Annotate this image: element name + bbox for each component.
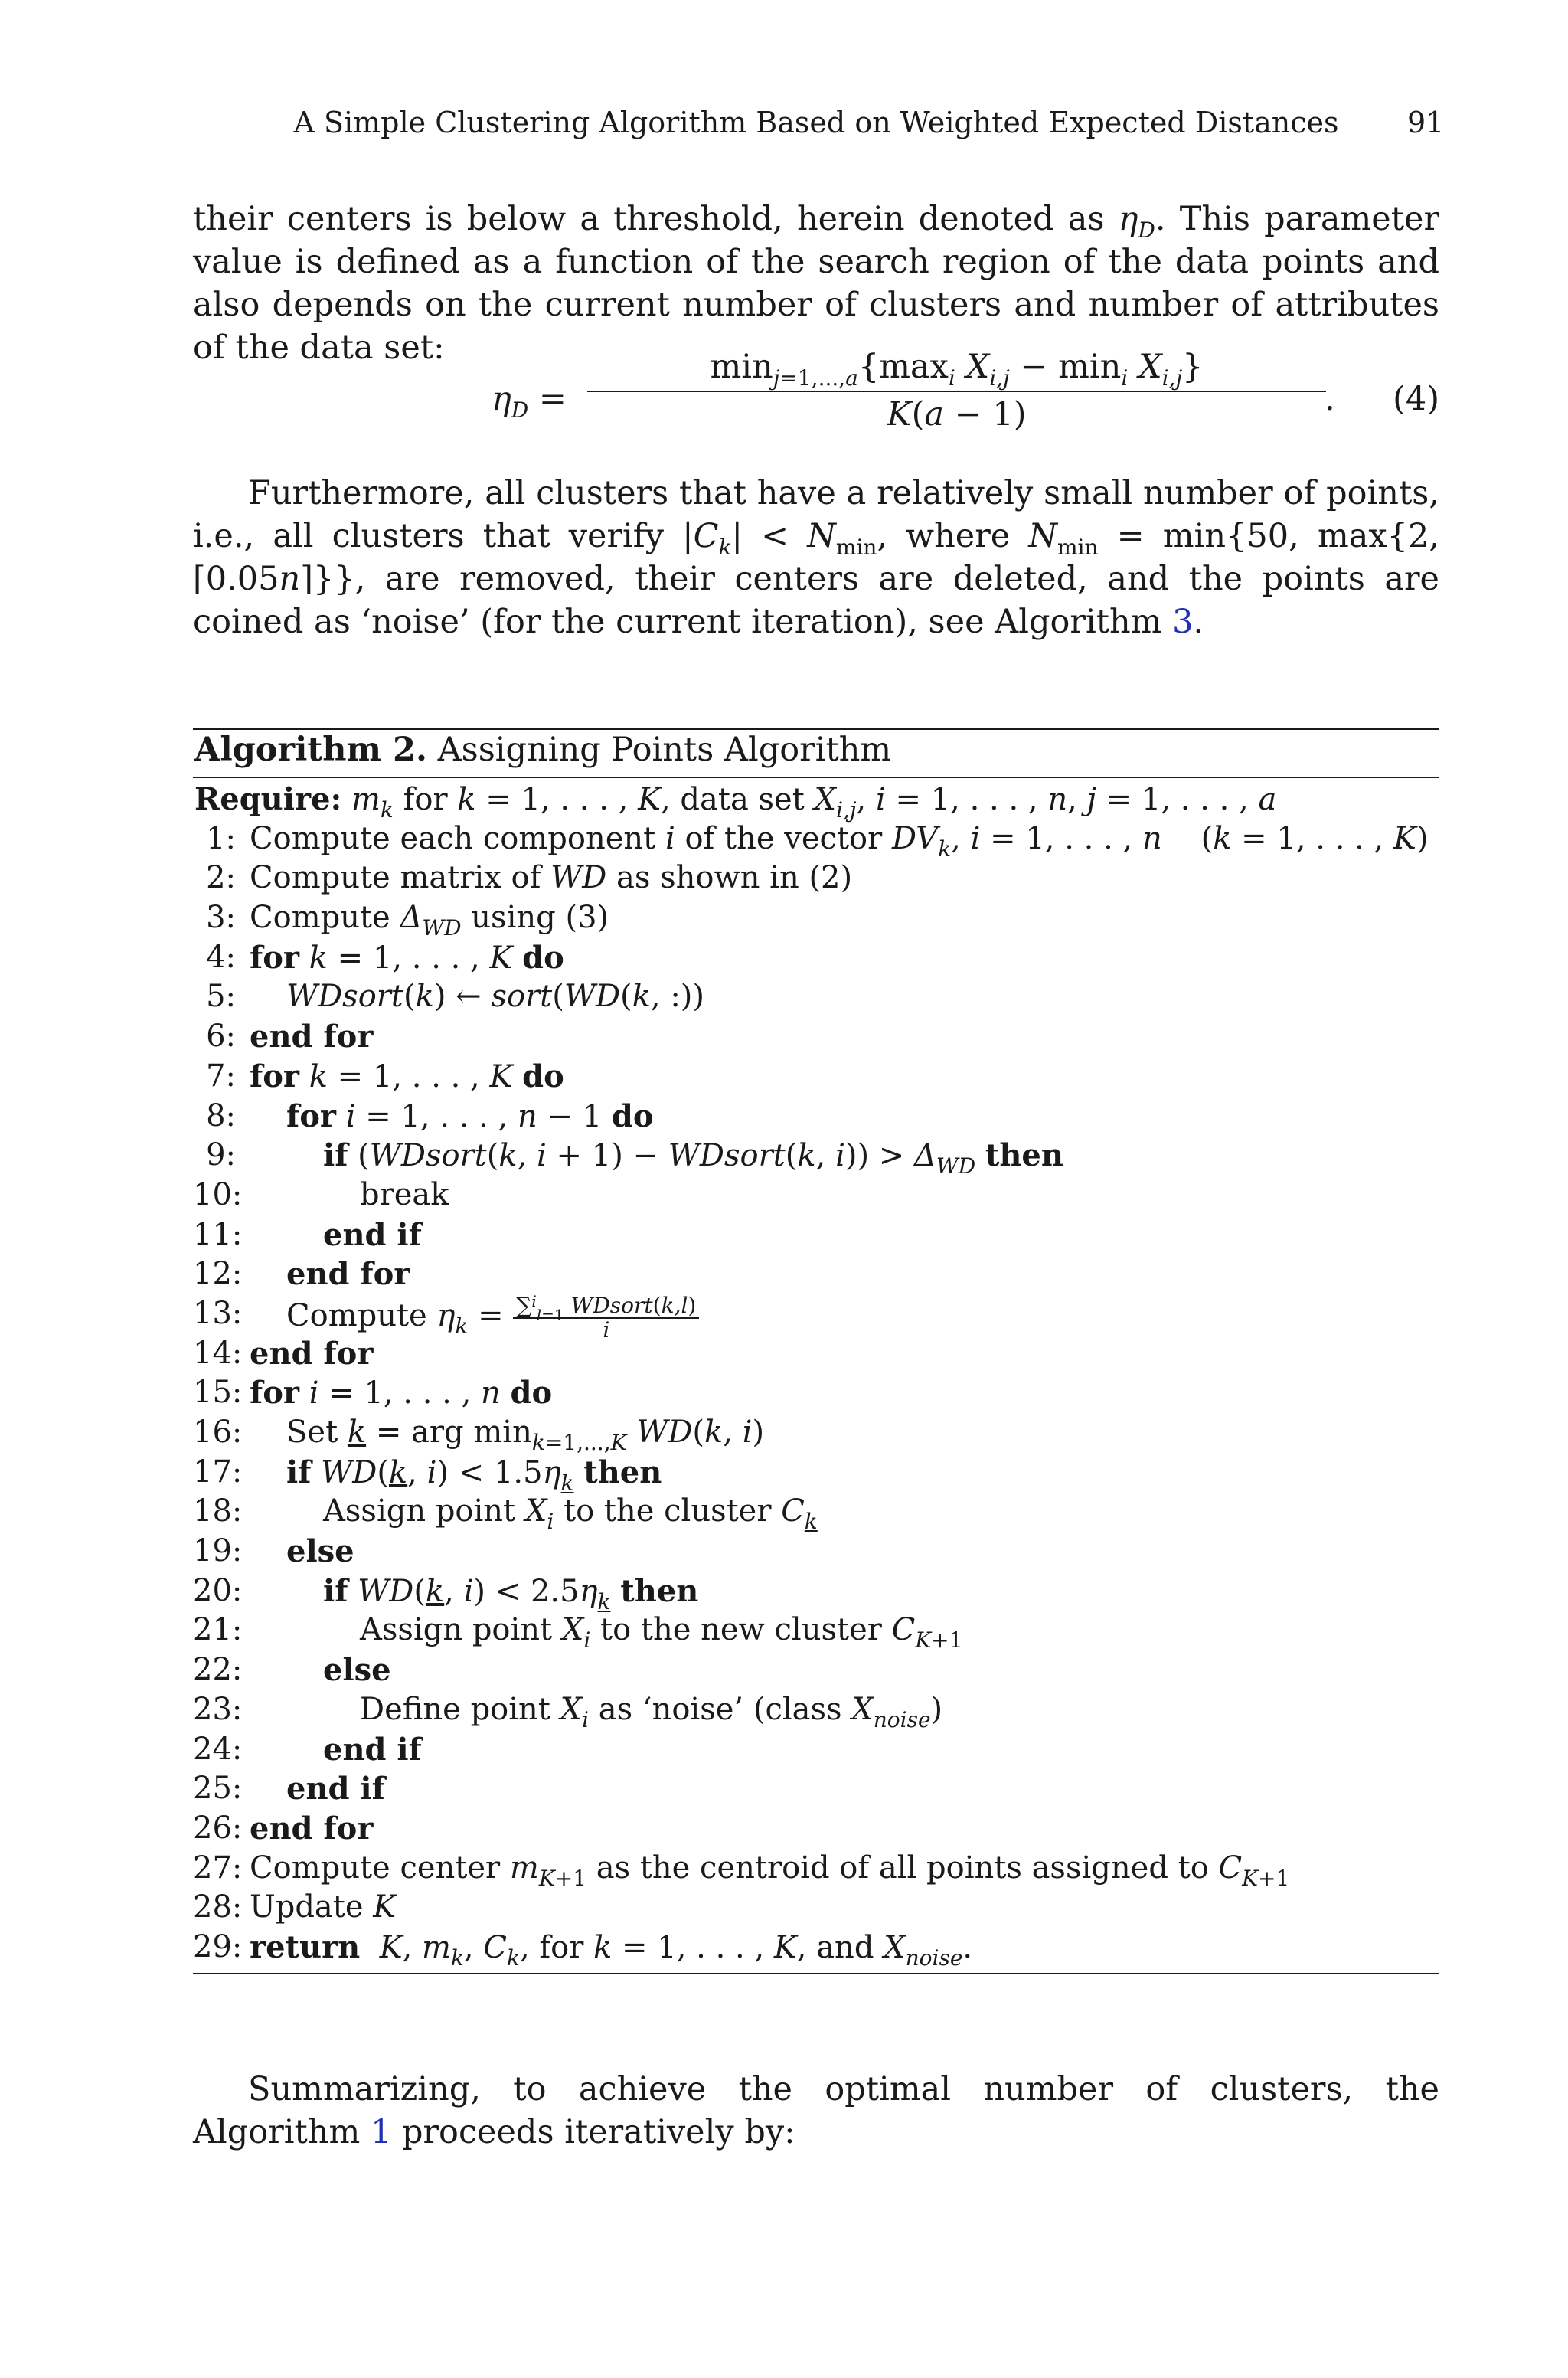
algorithm-line: 29: return K, $m_k$, $C_k$, for k = 1, . . . , K, and $X_{noise}$. xyxy=(193,1928,973,1971)
algorithm-line: 28: Update K xyxy=(193,1889,397,1925)
para3-text-end: proceeds iteratively by: xyxy=(391,2113,795,2151)
algorithm-line: 19: else xyxy=(193,1533,354,1570)
para1-text-start: their centers is below a threshold, herein denoted as xyxy=(193,200,1119,238)
paragraph-intro: their centers is below a threshold, herein denoted as $\eta_D$. This parameter value is defined as a function of the search region of the data points and also depends on the current number of clusters and number of attributes of the data set: xyxy=(193,200,1439,367)
para2-text-a: Furthermore, all clusters that have a relatively small number of points, i.e., all clusters that verify xyxy=(193,474,1439,555)
algorithm-line: 7: for k = 1, . . . , K do xyxy=(206,1058,564,1094)
equation-number: (4) xyxy=(1393,380,1439,418)
algorithm-require: Require: $m_k$ for k = 1, . . . , K, data set $X_{i,j}$, i = 1, . . . , n, j = 1, . . . , a xyxy=(194,781,1277,823)
algorithm-bottom-rule xyxy=(193,1973,1439,1974)
algorithm-mid-rule xyxy=(193,777,1439,778)
algorithm-line: 23: Define point $X_i$ as ‘noise’ (class $X_{noise}$) xyxy=(193,1691,943,1732)
algorithm-line: 12: end for xyxy=(193,1256,410,1293)
algorithm-line: 4: for k = 1, . . . , K do xyxy=(206,939,564,976)
algorithm-top-rule xyxy=(193,728,1439,730)
algorithm-line: 9: if (WDsort(k, i + 1) − WDsort(k, $i)) > \Delta_{WD}$ then xyxy=(206,1137,1063,1179)
algorithm-body xyxy=(193,780,1439,1971)
algorithm-line: 14: end for xyxy=(193,1335,374,1372)
algorithm-line: 13: Compute $\eta_k$ = $\frac{\sum^i_{l=1} WDsort(k,l)}{i}$ xyxy=(193,1294,1439,1334)
algorithm-line: 5: WDsort(k) ← sort(WD(k, :)) xyxy=(206,979,705,1015)
algorithm-line: 10: break xyxy=(193,1176,449,1212)
algorithm-line: 15: for i = 1, . . . , n do xyxy=(193,1375,553,1411)
algorithm-line: 20: if WD(k, $i) < 2.5\eta_k$ then xyxy=(193,1572,699,1614)
para3-text-start: Summarizing, to achieve the optimal number of clusters, the Algorithm xyxy=(193,2070,1439,2151)
algorithm-line: 6: end for xyxy=(206,1019,374,1055)
algorithm-line: 22: else xyxy=(193,1652,391,1689)
para2-text-d: . xyxy=(1193,603,1204,641)
paragraph-small-clusters: Furthermore, all clusters that have a relatively small number of points, i.e., all clusters that verify $|C_k| < N_{min}$, where $N_{min} = \min\{50$, max{2, ⌈0.05n⌉}}, are removed, their centers are deleted, and the points are coined as ‘noise’ (for the current iteration), see Algorithm 3. xyxy=(193,474,1439,641)
algorithm-3-link[interactable]: 3 xyxy=(1172,603,1194,641)
algorithm-line: 8: for i = 1, . . . , n − 1 do xyxy=(206,1097,654,1134)
algorithm-line: 17: if WD(k, $i) < 1.5\eta_k$ then xyxy=(193,1454,662,1496)
algorithm-line: 27: Compute center $m_{K+1}$ as the centroid of all points assigned to $C_{K+1}$ xyxy=(193,1850,1290,1891)
algorithm-line: 21: Assign point $X_i$ to the new cluster $C_{K+1}$ xyxy=(193,1612,963,1653)
algorithm-line: 25: end if xyxy=(193,1771,385,1807)
algorithm-caption xyxy=(194,731,891,769)
algorithm-title: Assigning Points Algorithm xyxy=(437,731,892,769)
algorithm-label: Algorithm 2. xyxy=(194,731,427,769)
page-number: 91 xyxy=(1407,106,1445,139)
algorithm-line: 18: Assign point $X_i$ to the cluster $C_k$ xyxy=(193,1493,818,1535)
running-head: A Simple Clustering Algorithm Based on Weighted Expected Distances xyxy=(293,106,1339,139)
algorithm-line: 11: end if xyxy=(193,1216,422,1253)
para1-text-end: . This parameter value is defined as a function of the search region of the data points and also depends on the current number of clusters and number of attributes of the data set: xyxy=(193,200,1439,367)
require-keyword: Require: xyxy=(194,781,342,817)
algorithm-line: 3: Compute $\Delta_{WD}$ using (3) xyxy=(206,900,609,941)
algorithm-line: 1: Compute each component i of the vector $DV_k$, i = 1, . . . , n (k = 1, . . . , K) xyxy=(206,820,1429,862)
algorithm-line: 24: end if xyxy=(193,1731,422,1768)
algorithm-line: 16: Set k = arg $\min_{k=1,...,K} WD(k$, i) xyxy=(193,1415,765,1455)
para2-text-b: , where xyxy=(877,517,1029,555)
algorithm-1-link[interactable]: 1 xyxy=(370,2113,392,2151)
algorithm-line: 26: end for xyxy=(193,1810,374,1846)
paragraph-summary xyxy=(193,2068,1439,2154)
algorithm-line: 2: Compute matrix of WD as shown in (2) xyxy=(206,860,853,896)
equation-4: $\eta_D$ = $\min_{j=1,...,a}\{\max_i$ $X_{i,j} - \min_i X_{i,j}$} K(a − 1) . (4) xyxy=(492,348,1439,433)
para2-text-c: , are removed, their centers are deleted, and the points are coined as ‘noise’ (for the current iteration), see Algorithm xyxy=(193,560,1439,641)
